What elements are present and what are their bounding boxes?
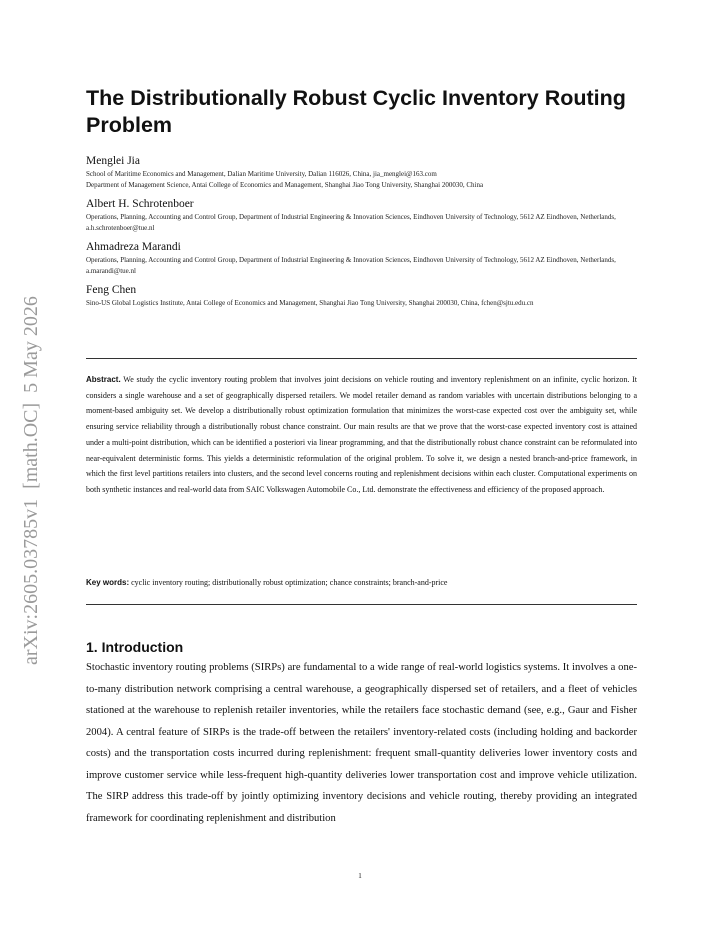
abstract-top-rule: [86, 358, 637, 359]
author-name: Feng Chen: [86, 284, 137, 296]
abstract: [86, 372, 637, 498]
author-name: Ahmadreza Marandi: [86, 241, 181, 253]
abstract-text: We study the cyclic inventory routing problem that involves joint decisions on vehicle routing and inventory replenishment on an infinite, cyclic horizon. It considers a single warehouse and a set of geographically dispersed retailers. We model retailer demand as random variables with uncertain distributions belonging to a moment-based ambiguity set. We develop a distributionally robust optimization formulation that minimizes the worst-case expected cost over the ambiguity set, while ensuring service reliability through a distributionally robust chance constraint. Our main results are that we prove that the worst-case expected inventory cost is attained under a multi-point distribution, which can be identified a posteriori via linear programming, and that the distributionally robust chance constraint can be reformulated into near-equivalent deterministic forms. This yields a deterministic reformulation of the original problem. To solve it, we design a nested branch-and-price framework, in which the first level partitions retailers into clusters, and the second level concerns routing and replenishment decisions within each cluster. Computational experiments on both synthetic instances and real-world data from SAIC Volkswagen Automobile Co., Ltd. demonstrate the effectiveness and efficiency of the proposed approach.: [86, 375, 638, 494]
author-entry: [86, 154, 636, 190]
author-affiliation: School of Maritime Economics and Management, Dalian Maritime University, Dalian 116026, China, jia_menglei@163.com: [86, 170, 437, 178]
abstract-label: Abstract.: [86, 375, 121, 384]
arxiv-identifier-stamp: [18, 240, 44, 670]
author-name: Albert H. Schrotenboer: [86, 198, 194, 210]
paper-title: The Distributionally Robust Cyclic Inventory Routing Problem: [86, 86, 626, 137]
author-name: Menglei Jia: [86, 155, 140, 167]
author-affiliation: Sino-US Global Logistics Institute, Antai College of Economics and Management, Shanghai Jiao Tong University, Shanghai 200030, China, fchen@sjtu.edu.cn: [86, 299, 534, 307]
author-block: [86, 154, 636, 316]
author-affiliation-secondary: Department of Management Science, Antai College of Economics and Management, Shanghai Jiao Tong University, Shanghai 200030, China: [86, 180, 484, 189]
keywords: [86, 576, 637, 590]
arxiv-identifier-text: arXiv:2605.03785v1 [math.OC] 5 May 2026: [20, 296, 42, 665]
section-body: Stochastic inventory routing problems (SIRPs) are fundamental to a wide range of real-world logistics systems. It involves a one-to-many distribution network comprising a central warehouse, a geographically dispersed set of retailers, and a fleet of vehicles stationed at the warehouse to replenish retailer inventories, while the retailers face stochastic demand (see, e.g., Gaur and Fisher 2004). A central feature of SIRPs is the trade-off between the retailers' inventory-related costs (including holding and backorder costs) and the transportation costs incurred during replenishment: frequent small-quantity deliveries lower inventory costs and improve customer service while less-frequent high-quantity deliveries lower transportation cost and improve vehicle utilization. The SIRP address this trade-off by jointly optimizing inventory decisions and vehicle routing, thereby providing an integrated framework for coordinating replenishment and distribution: [86, 662, 637, 824]
page-number: 1: [358, 872, 362, 880]
author-entry: [86, 283, 636, 309]
author-entry: [86, 240, 636, 276]
author-affiliation: Operations, Planning, Accounting and Control Group, Department of Industrial Engineering & Innovation Sciences, Eindhoven University of Technology, 5612 AZ Eindhoven, Netherlands, a.marandi@tue.nl: [86, 256, 616, 275]
abstract-bottom-rule: [86, 604, 637, 605]
keywords-label: Key words:: [86, 578, 130, 587]
author-affiliation: Operations, Planning, Accounting and Control Group, Department of Industrial Engineering & Innovation Sciences, Eindhoven University of Technology, 5612 AZ Eindhoven, Netherlands, a.h.schrotenboer@tue.nl: [86, 213, 616, 232]
author-entry: [86, 197, 636, 233]
keywords-text: cyclic inventory routing; distributionally robust optimization; chance constraints; branch-and-price: [131, 578, 448, 587]
section-heading: 1. Introduction: [86, 639, 184, 655]
